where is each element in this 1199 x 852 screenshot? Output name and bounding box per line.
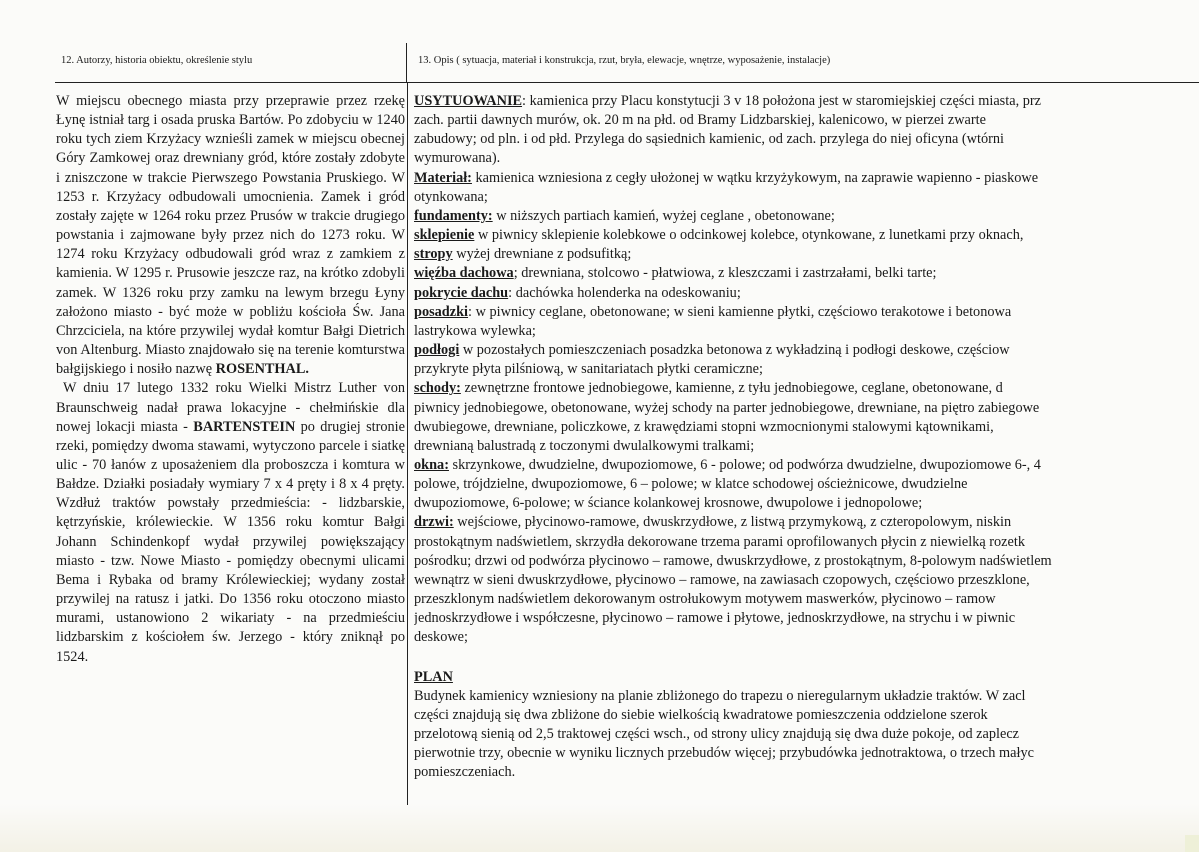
description-line bbox=[414, 379, 1186, 398]
history-line: roku otoczono miasto murami, ustanowiono 2 bbox=[56, 591, 405, 627]
plan-line: pierwotnie trzy, obecnie w wyniku licznych przebudów więcej; przybudówka jednotraktowa, o trzech małyc bbox=[414, 745, 1034, 762]
history-line: ulicami Bema i Rybaka od bramy Królewieckiej; bbox=[56, 552, 405, 588]
history-line: Zamkowej oraz drewniany gród, które zostały bbox=[89, 150, 356, 167]
history-line: znajdowało się na terenie komturstwa bałgijskiego bbox=[56, 342, 406, 378]
description-text: zach. partii dawnych murów, ok. 20 m na płd. od Bramy Lidzbarskiej, kalenicowo, w pierzei zwarte bbox=[414, 112, 986, 129]
history-line: powstały przedmieścia: - lidzbarskie, kętrzyńskie, bbox=[56, 495, 406, 531]
description-label: pokrycie dachu bbox=[414, 284, 509, 301]
description-line bbox=[414, 360, 1186, 379]
description-text: wymurowana). bbox=[414, 150, 501, 167]
plan-line: Budynek kamienicy wzniesiony na planie zbliżonego do trapezu o nieregularnym układzie traktów. W zacl bbox=[414, 687, 1026, 704]
history-line: wikariaty - na przedmieściu lidzbarskim z bbox=[56, 610, 405, 646]
description-label: Materiał: bbox=[414, 169, 472, 186]
section-13-title: 13. Opis ( sytuacja, materiał i konstrukcja, rzut, bryła, elewacje, wnętrze, wyposażenie, instalacje) bbox=[418, 55, 831, 66]
history-line: Św. Jana Chrzciciela, na które przywilej wydał bbox=[56, 303, 405, 339]
paper-edge bbox=[0, 804, 1199, 852]
description-line bbox=[414, 303, 1186, 322]
description-label: sklepienie bbox=[414, 227, 475, 244]
history-line: von Braunschweig nadał prawa lokacyjne - bbox=[56, 380, 405, 416]
description-line bbox=[414, 188, 1186, 207]
description-line bbox=[414, 284, 1186, 303]
description-text: polowe, trójdzielne, dwupoziomowe, 6 – polowe; w klatce schodowej ościeżnicowe, dwudzielne bbox=[414, 476, 968, 493]
description-text: lastrykowa wylewka; bbox=[414, 322, 536, 339]
description-text: wewnątrz w sieni dwuskrzydłowe, płycinowo – ramowe, na zawiasach czopowych, częściowo przeszklone, bbox=[414, 571, 1030, 588]
description-label-sep: : bbox=[508, 284, 513, 301]
history-line: proboszcza i komtura w Bałdze. Działki posiadały bbox=[56, 456, 405, 493]
description-label: fundamenty: bbox=[414, 207, 493, 224]
description-line bbox=[414, 494, 1186, 513]
description-line bbox=[414, 245, 1186, 264]
history-line: do 1273 roku. W 1274 roku Krzyżacy odbudowali bbox=[56, 227, 405, 263]
description-line bbox=[414, 513, 1186, 532]
history-line: królewieckie. W 1356 roku komtur Bałgi Johann bbox=[56, 514, 405, 550]
description-label: okna: bbox=[414, 456, 449, 473]
description-text: drewnianą balustradą z toczonymi dwulalkowymi tralkami; bbox=[414, 437, 755, 454]
history-column bbox=[56, 92, 405, 667]
history-line: zdobyciu w 1240 roku tych ziem Krzyżacy bbox=[56, 112, 405, 148]
history-line: komtur Bałgi Dietrich von Altenburg. Miasto bbox=[56, 322, 406, 359]
description-column bbox=[414, 92, 1186, 804]
description-line bbox=[414, 418, 1186, 437]
description-label: podłogi bbox=[414, 342, 460, 359]
history-line: założono miasto - być może w pobliżu kościoła bbox=[56, 303, 347, 320]
history-line: W miejscu obecnego miasta przy przeprawie przez bbox=[56, 93, 368, 109]
description-line bbox=[414, 92, 1186, 111]
column-divider bbox=[407, 83, 408, 805]
description-line bbox=[414, 533, 1186, 552]
description-text: otynkowana; bbox=[414, 188, 488, 205]
description-label: USYTUOWANIE bbox=[414, 93, 523, 109]
description-text: w pozostałych pomieszczeniach posadzka betonowa z wykładziną i podłogi deskowe, częściow bbox=[459, 342, 1010, 359]
plan-heading: PLAN bbox=[414, 668, 453, 685]
history-line: drugiego powstania i zajmowane były przez nich bbox=[56, 207, 406, 244]
description-label-sep: : bbox=[468, 303, 473, 320]
description-text: wyżej drewniane z podsufitką; bbox=[452, 246, 632, 263]
history-line: wznieśli zamek w miejscu obecnej Góry bbox=[56, 131, 406, 167]
town-name-bartenstein: BARTENSTEIN bbox=[193, 418, 296, 435]
history-line: chełmińskie dla nowej lokacji miasta - bbox=[56, 399, 405, 435]
description-text: dwupoziomowe, 6-polowe; w ściance kolankowej krosnowe, dwupolowe i jednopolowe; bbox=[414, 495, 923, 512]
description-line bbox=[414, 341, 1186, 360]
history-line: siatkę ulic - 70 łanów z uposażeniem dla bbox=[56, 437, 406, 473]
history-line: Powstania Pruskiego. W 1253 r. Krzyżacy bbox=[56, 169, 405, 205]
description-line bbox=[414, 399, 1186, 418]
description-line bbox=[414, 322, 1186, 341]
description-label: posadzki bbox=[414, 303, 469, 320]
history-line: wymiary 7 x 4 pręty i 8 x 4 pręty. Wzdłuż traktów bbox=[56, 476, 405, 512]
history-line: W dniu 17 lutego 1332 roku Wielki Mistrz Luther bbox=[63, 380, 377, 397]
description-label: stropy bbox=[414, 246, 453, 263]
description-text: piwnicy jednobiegowe, obetonowane, wyżej schody na parter jednobiegowe, drewniane, na piętro zabiegowe bbox=[414, 399, 1040, 416]
plan-line: części znajdują się dwa zbliżone do siebie wielkością kwadratowe pomieszczenia oddzielone szerok bbox=[414, 706, 988, 723]
description-text: zewnętrzne frontowe jednobiegowe, kamienne, z tyłu jednobiegowe, ceglane, obetonowane, d bbox=[460, 380, 1003, 397]
description-text: przeszklonym nadświetlem dekorowanym ostrołukowym motywem maswerków, płycinowo – ramow bbox=[414, 591, 996, 608]
history-line: Prusowie jeszcze raz, na krótko zdobyli zamek. W bbox=[56, 265, 405, 301]
description-text: prostokątnym nadświetlem, skrzydła dekorowane trzema parami oprofilowanych płycin z niewielką rozetk bbox=[414, 533, 1025, 550]
description-label: więźba dachowa bbox=[414, 265, 514, 282]
history-line: Schindenkopf wydał przywilej powiększający bbox=[110, 533, 405, 550]
history-line: kościołem św. Jerzego - który zniknął po 1524. bbox=[56, 629, 405, 665]
description-text: kamienica wzniesiona z cegły ułożonej w wątku krzyżykowym, na zaprawie wapienno - piaskowe bbox=[471, 169, 1039, 186]
section-12-title: 12. Autorzy, historia obiektu, określenie stylu bbox=[61, 55, 253, 66]
history-line: odbudowali umocnienia. Zamek i gród zostały bbox=[56, 188, 405, 224]
description-text: dwubiegowe, drewniane, policzkowe, z krawędziami stopni wzmocnionymi stalowymi kątownikami, bbox=[414, 418, 994, 435]
description-text: przykryte płyta pilśniową, w sanitariatach płytki ceramiczne; bbox=[414, 361, 763, 378]
description-line bbox=[414, 437, 1186, 456]
history-line: pomiędzy dwoma stawami, wytyczono parcele i bbox=[91, 437, 368, 454]
history-line: 1326 roku przy zamku na lewym brzegu Łyny bbox=[122, 284, 405, 301]
description-line bbox=[414, 169, 1186, 188]
description-line bbox=[414, 111, 1186, 130]
history-paragraph-1 bbox=[56, 92, 405, 379]
description-line bbox=[414, 571, 1186, 590]
description-text: w niższych partiach kamień, wyżej ceglane , obetonowane; bbox=[492, 207, 835, 224]
description-text: jednoskrzydłowe i współczesne, płycinowo – ramowe i płytowe, jednoskrzydłowe, na strychu i w piwnic bbox=[414, 610, 1016, 627]
town-name-rosenthal: ROSENTHAL. bbox=[215, 361, 309, 378]
description-line bbox=[414, 264, 1186, 283]
description-text: w piwnicy ceglane, obetonowane; w sieni kamienne płytki, częściowo terakotowe i betonowa bbox=[472, 303, 1012, 320]
description-text: dachówka holenderka na odeskowaniu; bbox=[512, 284, 741, 301]
description-text: pośrodku; drzwi od podwórza płycinowo – ramowe, dwuskrzydłowe, z prostokątnym, 8-polowym nadświetlem bbox=[414, 552, 1052, 569]
description-line bbox=[414, 590, 1186, 609]
history-line: gród wraz z zamkiem z kamienia. W 1295 r. bbox=[56, 246, 405, 282]
history-line: zdobyte i zniszczone w trakcie Pierwszego bbox=[56, 150, 406, 186]
description-text: w piwnicy sklepienie kolebkowe o odcinkowej kolebce, otynkowane, z lunetkami przy oknach, bbox=[474, 227, 1024, 244]
history-paragraph-2 bbox=[56, 379, 405, 666]
description-line bbox=[414, 609, 1186, 628]
description-text: wejściowe, płycinowo-ramowe, dwuskrzydłowe, z listwą przymykową, z czteropolowym, niskin bbox=[453, 514, 1012, 531]
description-text: kamienica przy Placu konstytucji 3 v 18 położona jest w staromiejskiej części miasta, prz bbox=[526, 93, 1041, 109]
description-line bbox=[414, 628, 1186, 647]
description-line bbox=[414, 552, 1186, 571]
history-line: rzekę Łynę istniał targ i osada pruska Bartów. Po bbox=[56, 93, 405, 129]
description-line bbox=[414, 130, 1186, 149]
description-text: drewniana, stolcowo - płatwiowa, z kleszczami i zastrzałami, belki tarte; bbox=[517, 265, 937, 282]
description-label: schody: bbox=[414, 380, 461, 397]
history-line: i nosiło nazwę bbox=[129, 361, 216, 378]
history-line: zajęte w 1264 roku przez Prusów w trakcie bbox=[100, 207, 351, 224]
history-line: miasto - tzw. Nowe Miasto - pomiędzy obecnymi bbox=[56, 552, 357, 569]
plan-line: przelotową sienią od 2,5 traktowej części wsch., od strony ulicy znajdują się dwa duże pokoje, od zaplecz bbox=[414, 726, 1020, 742]
description-text: zabudowy; od pln. i od płd. Przylega do sąsiednich kamienic, od zach. przylega do niej oficyna (wtórni bbox=[414, 131, 1004, 148]
description-label: drzwi: bbox=[414, 514, 454, 531]
history-line: po drugiej stronie rzeki, bbox=[56, 418, 405, 454]
description-line bbox=[414, 226, 1186, 245]
description-line bbox=[414, 475, 1186, 494]
corner-mark bbox=[1185, 835, 1199, 852]
section-13-header bbox=[407, 43, 1199, 83]
description-label-sep: ; bbox=[513, 265, 518, 282]
description-text: skrzynkowe, dwudzielne, dwupoziomowe, 6 - polowe; od podwórza dwudzielne, dwupoziomowe 6-, 4 bbox=[448, 456, 1041, 473]
description-line bbox=[414, 149, 1186, 168]
section-12-header bbox=[55, 43, 407, 83]
description-label-sep: : bbox=[522, 93, 527, 109]
history-line: wydany został przywilej na ratusz i jatki. Do 1356 bbox=[56, 571, 406, 608]
description-line bbox=[414, 456, 1186, 475]
description-line bbox=[414, 207, 1186, 226]
description-text: deskowe; bbox=[414, 629, 468, 646]
plan-line: pomieszczeniach. bbox=[414, 764, 516, 781]
